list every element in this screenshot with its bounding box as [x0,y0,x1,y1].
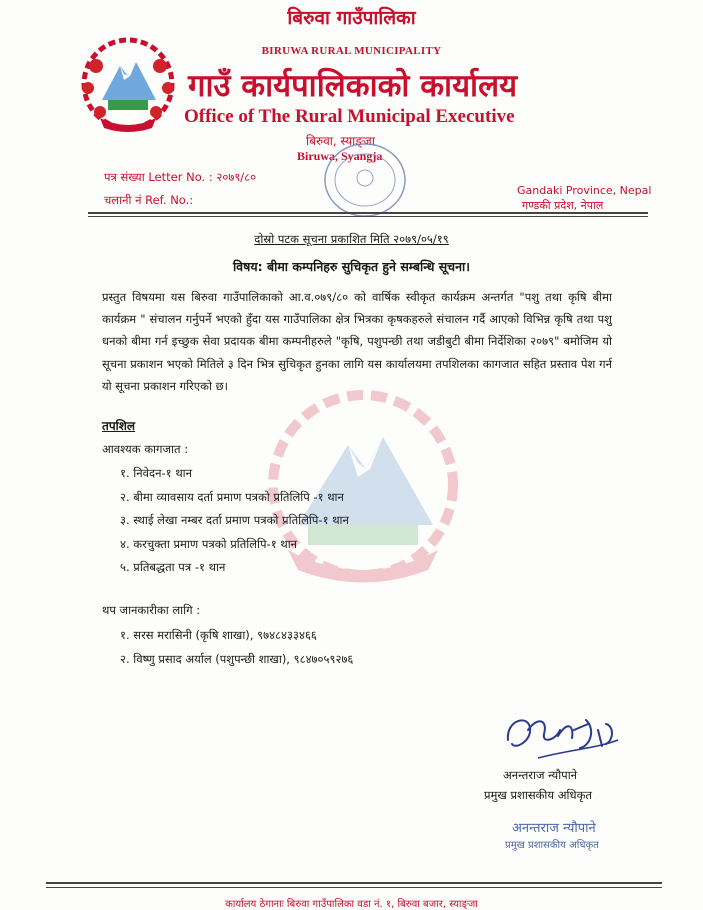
office-round-stamp [320,140,410,220]
municipality-name-nepali: बिरुवा गाउँपालिका [287,7,416,29]
publish-date-line: दोस्रो पटक सूचना प्रकाशित मिति २०७९/०५/१९ [254,232,449,246]
reference-number: चलानी नं Ref. No.: [104,193,194,207]
required-documents-label: आवश्यक कागजात : [102,442,189,456]
footer-divider-thin [46,887,662,888]
contact-item: २. विष्णु प्रसाद अर्याल (पशुपन्छी शाखा), ९८४७०५९२७६ [120,652,354,666]
footer-divider [46,882,662,884]
contact-info-label: थप जानकारीका लागि : [102,603,201,617]
title-stamp: प्रमुख प्रशासकीय अधिकृत [505,840,599,851]
contact-item: १. सरस मरासिनी (कृषि शाखा), ९७४८४३३४६६ [120,628,317,642]
province-nepali: गण्डकी प्रदेश, नेपाल [522,199,604,212]
municipality-name-english: BIRUWA RURAL MUNICIPALITY [261,45,442,57]
details-heading: तपशिल [102,419,136,433]
signatory-title: प्रमुख प्रशासकीय अधिकृत [484,788,592,802]
document-item: १. निवेदन-१ थान [120,466,193,480]
document-item: २. बीमा व्यावसाय दर्ता प्रमाण पत्रको प्रतिलिपि -१ थान [120,490,344,504]
letter-number: पत्र संख्या Letter No. : २०७९/८० [104,170,257,184]
document-item: ५. प्रतिबद्धता पत्र -१ थान [120,560,226,574]
handwritten-signature [498,700,628,772]
address-english: Biruwa, Syangja [297,149,383,163]
office-title-english: Office of The Rural Municipal Executive [184,106,515,127]
notice-body: प्रस्तुत विषयमा यस बिरुवा गाउँपालिकाको आ.व.०७९/८० को वार्षिक स्वीकृत कार्यक्रम अन्तर्गत "पशु तथा कृषि बीमा कार्यक्रम " संचालन गर्नुपर्ने भएको हुँदा यस गाउँपालिका क्षेत्र भित्रका कृषकहरुले संचालन गर्दै आएको विभिन्न कृषि तथा पशु धनको बीमा गर्न इच्छुक सेवा प्रदायक बीमा कम्पनीहरुले "कृषि, पशुपन्छी तथा जडीबुटी बीमा निर्देशिका २०७९" बमोजिम यो सूचना प्रकाशन भएको मितिले ३ दिन भित्र सुचिकृत हुनका लागि यस कार्यालयमा तपशिलका कागजात सहित प्रस्ताव पेश गर्न यो सूचना प्रकाशन गरिएको छ। [102,290,612,393]
document-item: ४. करचुक्ता प्रमाण पत्रको प्रतिलिपि-१ थान [120,537,298,551]
document-item: ३. स्थाई लेखा नम्बर दर्ता प्रमाण पत्रको प्रतिलिपि-१ थान [120,513,349,527]
header-divider-thin [88,216,648,217]
notice-subject: विषय: बीमा कम्पनिहरु सुचिकृत हुने सम्बन्धि सूचना। [232,259,471,274]
office-title-nepali: गाउँ कार्यपालिकाको कार्यालय [188,68,518,104]
province-english: Gandaki Province, Nepal [517,184,652,197]
name-stamp: अनन्तराज न्यौपाने [512,821,596,836]
footer-address: कार्यालय ठेगानाः बिरुवा गाउँपालिका वडा नं. १, बिरुवा बजार, स्याङ्जा [225,899,478,910]
address-nepali: बिरुवा, स्याङ्जा [306,134,375,148]
header-divider [88,212,648,214]
signatory-name: अनन्तराज न्यौपाने [503,768,578,782]
